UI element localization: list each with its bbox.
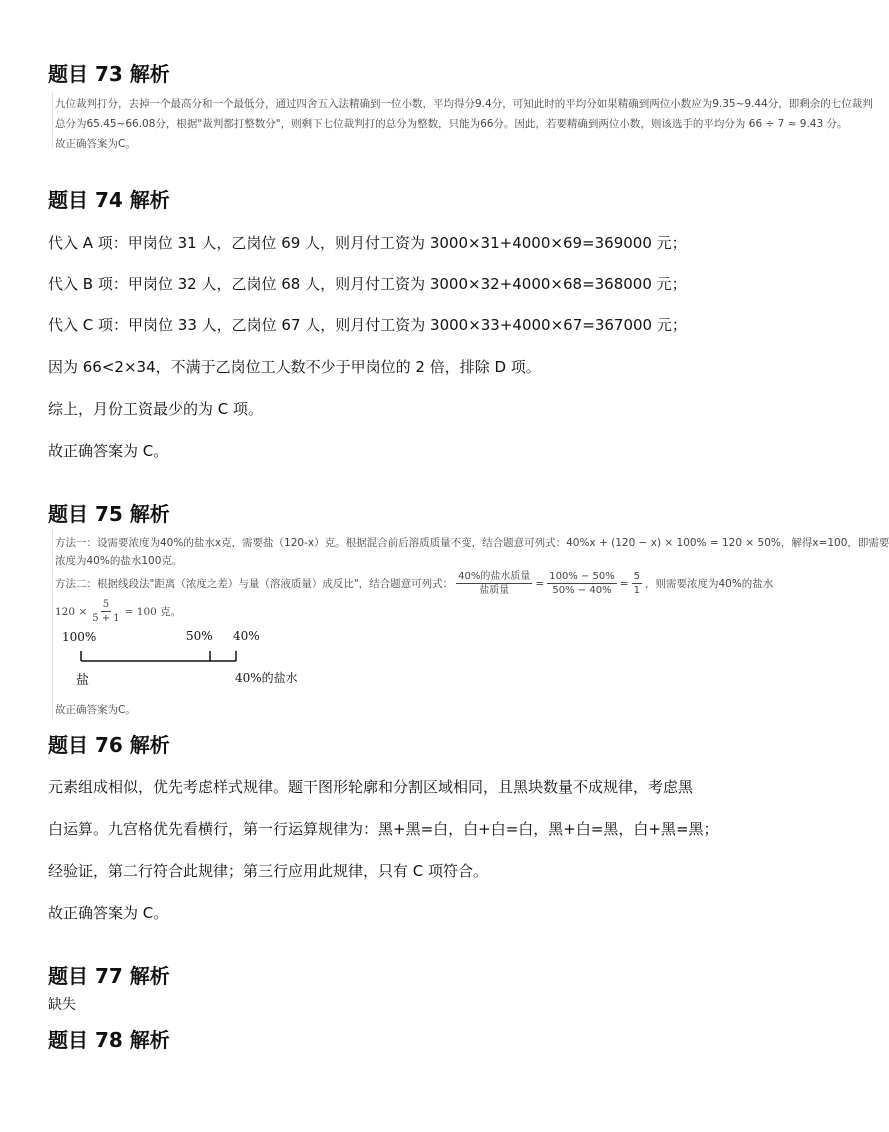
q75-fraction-3-num: 5 (633, 571, 640, 582)
q75-fraction-1-num: 40%的盐水质量 (458, 571, 531, 582)
q74-line-1: 代入 A 项：甲岗位 31 人，乙岗位 69 人，则月付工资为 3000×31+4000×69=369000 元； (48, 234, 687, 252)
q73-line-3: 故正确答案为C。 (55, 138, 136, 150)
q73-title: 题目 73 解析 (48, 62, 170, 86)
q75-method2-line (55, 570, 773, 597)
q76-line-3: 经验证，第二行符合此规律；第三行应用此规律，只有 C 项符合。 (48, 862, 489, 880)
q75-fig-label-50: 50% (186, 629, 213, 643)
q75-line-segment-figure (75, 648, 245, 664)
q75-answer: 故正确答案为C。 (55, 704, 136, 716)
q76-line-2: 白运算。九宫格优先看横行，第一行运算规律为：黑+黑=白，白+白=白，黑+白=黑，白+黑=黑； (48, 820, 719, 838)
q75-fraction-1-den: 盐质量 (479, 585, 510, 596)
q75-fraction-2 (547, 570, 617, 597)
q74-line-3: 代入 C 项：甲岗位 33 人，乙岗位 67 人，则月付工资为 3000×33+4000×67=367000 元； (48, 316, 687, 334)
q74-line-4: 因为 66<2×34，不满于乙岗位工人数不少于甲岗位的 2 倍，排除 D 项。 (48, 358, 541, 376)
q75-calc-line (55, 598, 181, 625)
q77-body: 缺失 (48, 997, 76, 1013)
q75-calc-text-b: = 100 克。 (124, 606, 182, 618)
q75-calc-text-a: 120 × (55, 605, 88, 618)
q75-method1-line1: 方法一：设需要浓度为40%的盐水x克，需要盐（120-x）克。根据混合前后溶质质量不变，结合题意可列式：40%x + (120 − x) × 100% = 120 × 50%，解得x=100，即需要 (55, 537, 889, 549)
q76-answer: 故正确答案为 C。 (48, 904, 169, 922)
q75-eq-2: = (619, 577, 629, 590)
q76-title: 题目 76 解析 (48, 733, 170, 757)
q77-title: 题目 77 解析 (48, 964, 170, 988)
q75-image (52, 530, 53, 718)
q73-image (52, 92, 53, 148)
q75-fraction-4 (90, 598, 121, 625)
q75-method2-text-b: ，则需要浓度为40%的盐水 (644, 578, 774, 590)
q75-fraction-2-den: 50% − 40% (552, 585, 612, 596)
q74-line-5: 综上，月份工资最少的为 C 项。 (48, 400, 264, 418)
q75-fraction-4-num: 5 (102, 599, 110, 610)
q75-fig-label-salt: 盐 (76, 673, 90, 688)
q73-line-1: 九位裁判打分，去掉一个最高分和一个最低分，通过四舍五入法精确到一位小数，平均得分9.4分，可知此时的平均分如果精确到两位小数应为9.35~9.44分，即剩余的七位裁判 (55, 98, 873, 110)
q74-answer: 故正确答案为 C。 (48, 442, 169, 460)
q75-method1-line2: 浓度为40%的盐水100克。 (55, 555, 183, 567)
q75-fraction-3 (632, 570, 642, 597)
q75-fraction-2-num: 100% − 50% (549, 571, 615, 582)
q75-method2-text-a: 方法二：根据线段法"距离（浓度之差）与量（溶液质量）成反比"，结合题意可列式： (55, 578, 454, 590)
q75-fig-label-100: 100% (62, 630, 97, 644)
q75-fig-label-40: 40% (233, 629, 260, 643)
q78-title: 题目 78 解析 (48, 1028, 170, 1052)
q75-title: 题目 75 解析 (48, 502, 170, 526)
q75-eq-1: = (535, 577, 545, 590)
q75-fraction-3-den: 1 (633, 585, 640, 596)
q74-line-2: 代入 B 项：甲岗位 32 人，乙岗位 68 人，则月付工资为 3000×32+4000×68=368000 元； (48, 275, 687, 293)
q75-fig-label-water: 40%的盐水 (235, 671, 298, 685)
q76-line-1: 元素组成相似，优先考虑样式规律。题干图形轮廓和分割区域相同，且黑块数量不成规律，考虑黑 (48, 778, 694, 796)
q75-fraction-1 (456, 570, 532, 597)
q73-line-2: 总分为65.45~66.08分，根据"裁判都打整数分"，则剩下七位裁判打的总分为整数，只能为66分。因此，若要精确到两位小数，则该选手的平均分为 66 ÷ 7 ≈ 9.43 分。 (55, 118, 848, 130)
q75-fraction-4-den: 5 + 1 (92, 613, 120, 624)
q74-title: 题目 74 解析 (48, 188, 170, 212)
